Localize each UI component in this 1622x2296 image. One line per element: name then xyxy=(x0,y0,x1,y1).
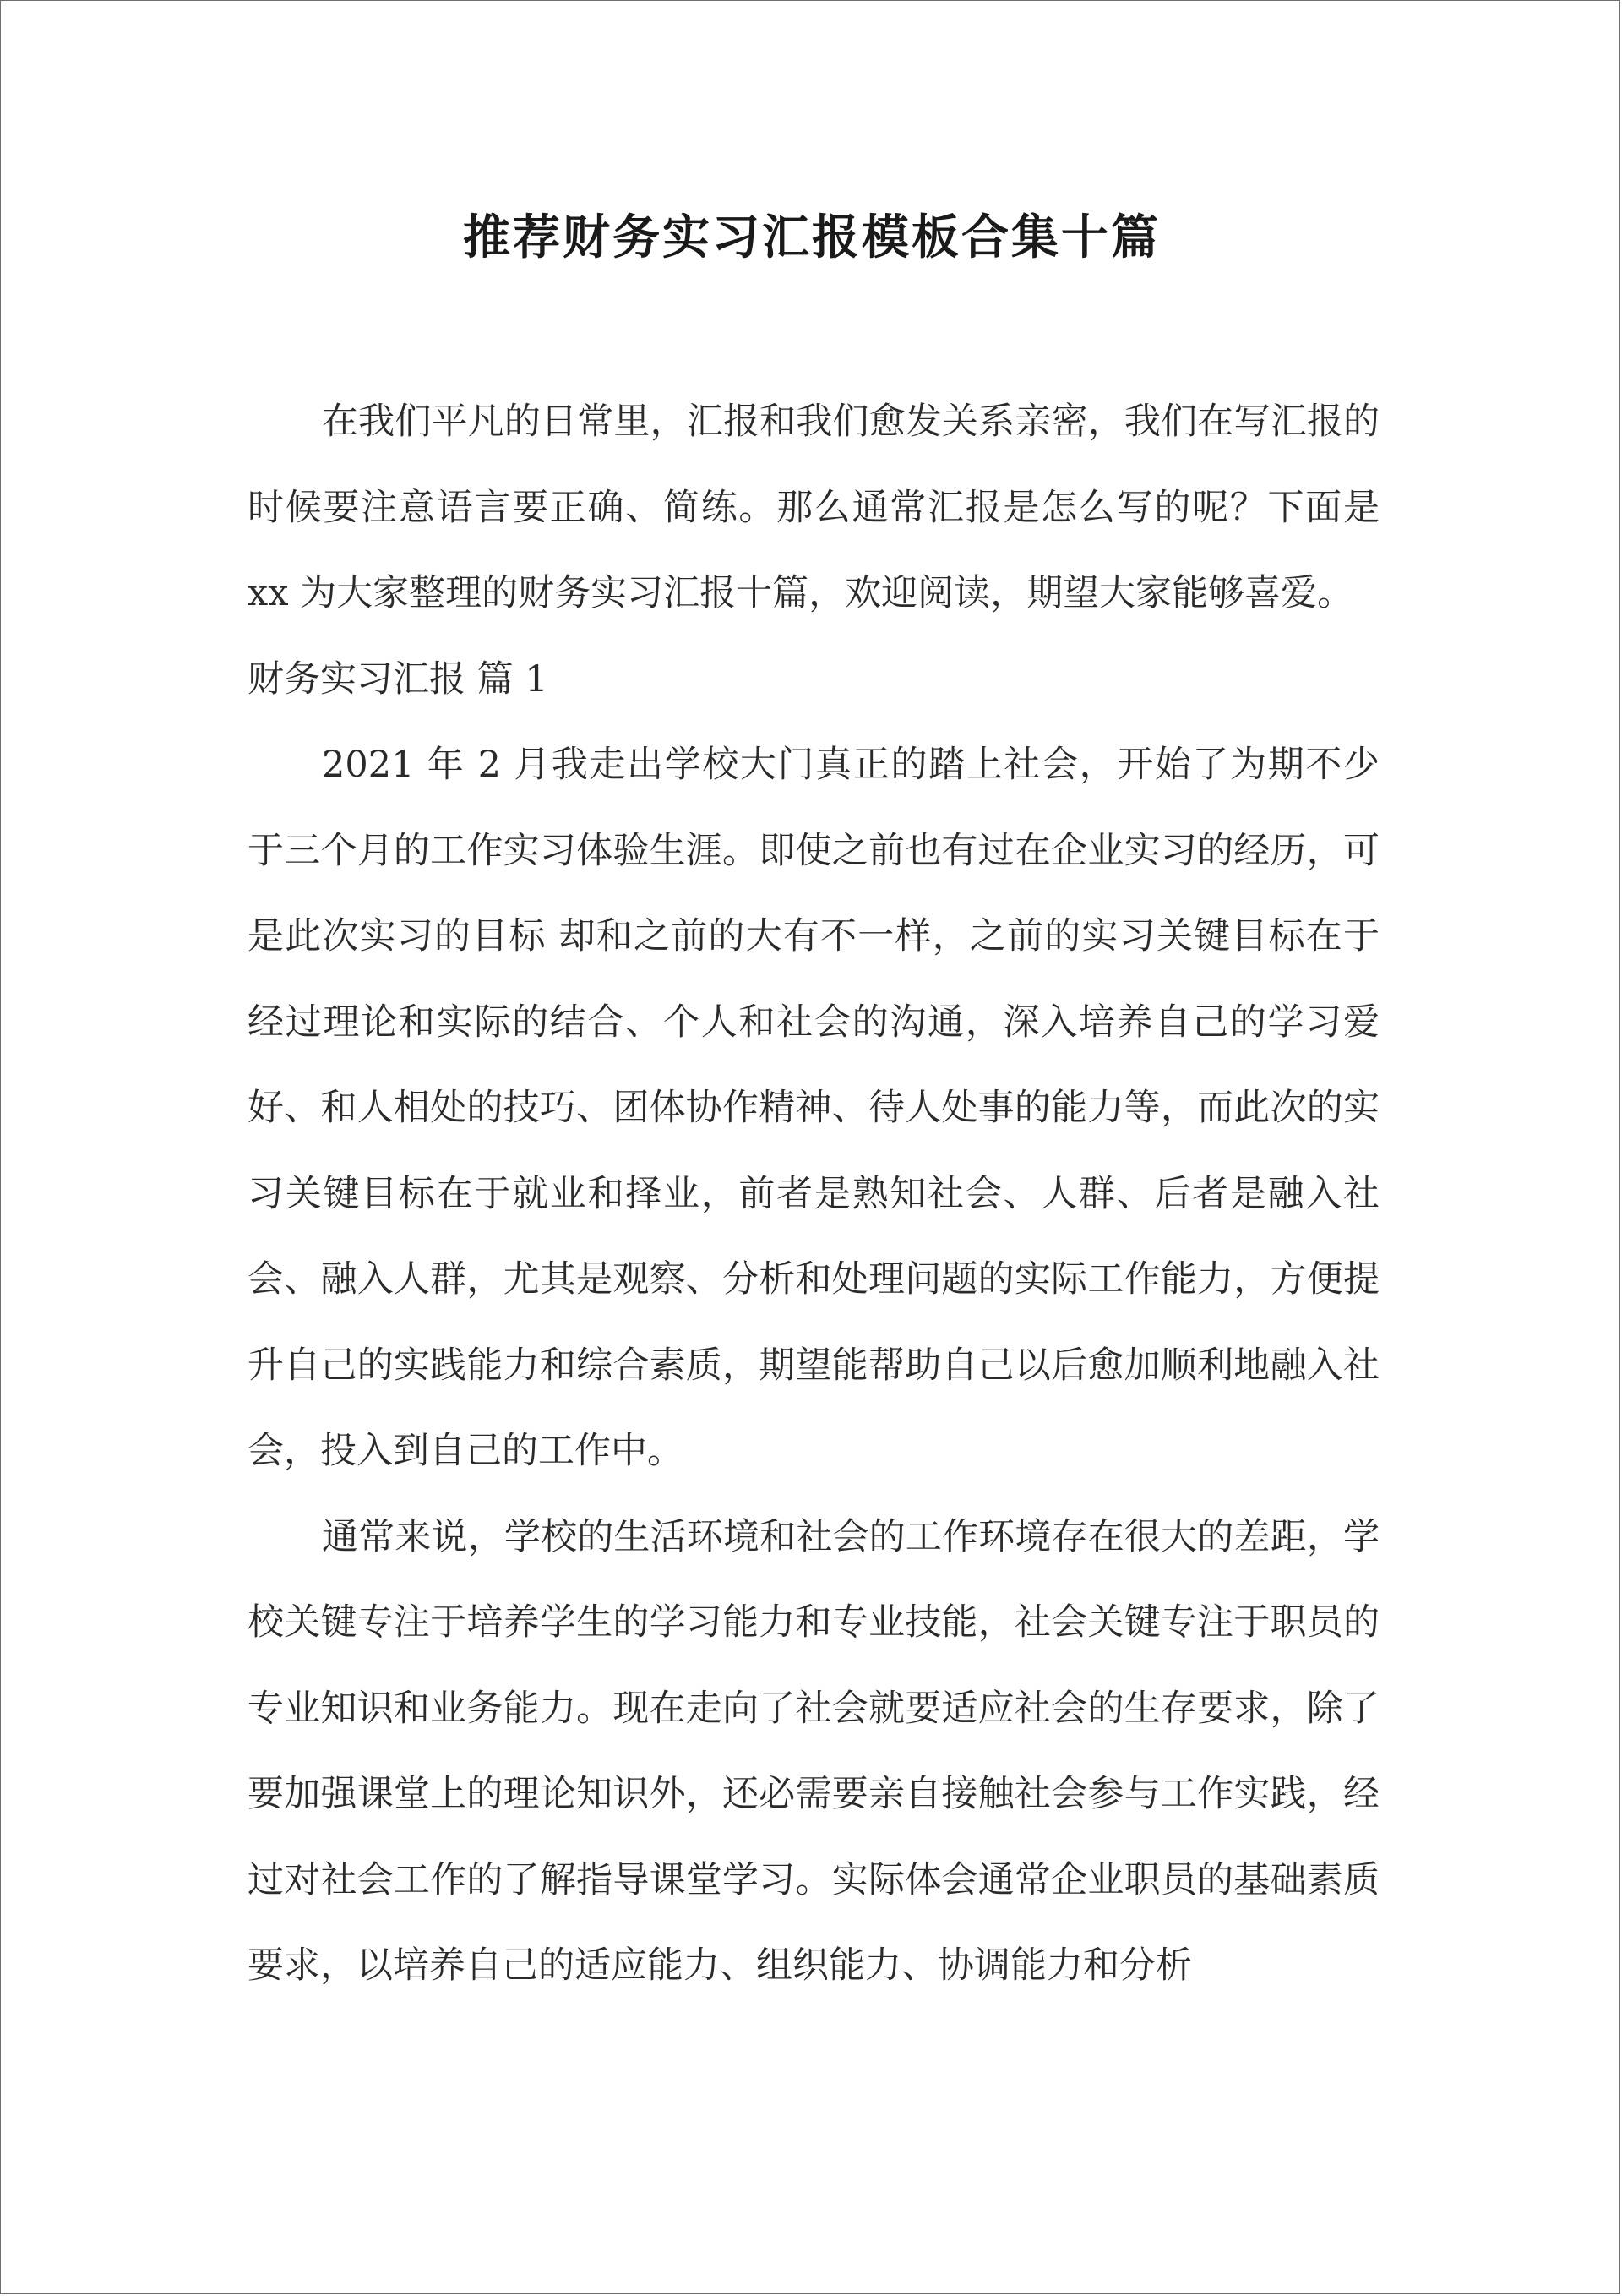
intro-paragraph: 在我们平凡的日常里，汇报和我们愈发关系亲密，我们在写汇报的时候要注意语言要正确、简练。那么通常汇报是怎么写的呢？下面是 xx 为大家整理的财务实习汇报十篇，欢迎阅读，期望大家能够喜爱。 xyxy=(248,401,1380,614)
document-title: 推荐财务实习汇报模板合集十篇 xyxy=(463,210,1161,265)
body-paragraph: 2021 年 2 月我走出学校大门真正的踏上社会，开始了为期不少于三个月的工作实习体验生涯。即使之前也有过在企业实习的经历，可是此次实习的目标 却和之前的大有不一样，之前的实习关键目标在于经过理论和实际的结合、个人和社会的沟通，深入培养自己的学习爱好、和人相处的技巧、团体协作精神、待人处事的能力等，而此次的实习关键目标在于就业和择业，前者是熟知社会、人群、后者是融入社会、融入人群，尤其是观察、分析和处理问题的实际工作能力，方便提升自己的实践能力和综合素质，期望能帮助自己以后愈加顺利地融入社会，投入到自己的工作中。 xyxy=(248,744,1380,1472)
document-body xyxy=(248,379,1380,2010)
section-heading: 财务实习汇报 篇 1 xyxy=(248,657,548,701)
body-paragraph: 通常来说，学校的生活环境和社会的工作环境存在很大的差距，学校关键专注于培养学生的学习能力和专业技能，社会关键专注于职员的专业知识和业务能力。现在走向了社会就要适应社会的生存要求，除了要加强课堂上的理论知识外，还必需要亲自接触社会参与工作实践，经过对社会工作的了解指导课堂学习。实际体会通常企业职员的基础素质要求，以培养自己的适应能力、组织能力、协调能力和分析 xyxy=(248,1515,1380,1987)
